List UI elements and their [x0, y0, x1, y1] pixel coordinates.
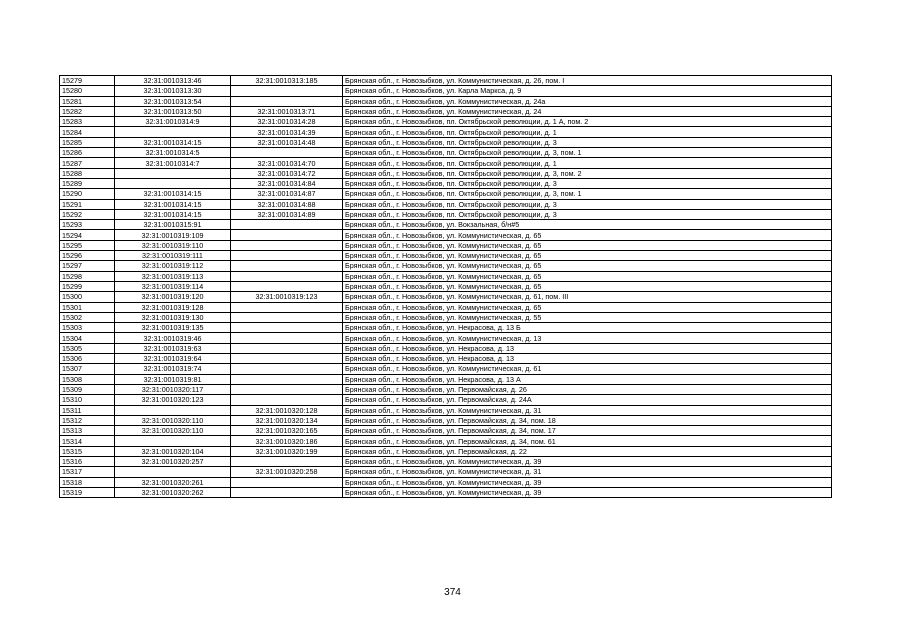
- parcel-number-cell: 32:31:0010315:91: [115, 220, 231, 230]
- parcel-number-cell: 32:31:0010314:15: [115, 189, 231, 199]
- address-cell: Брянская обл., г. Новозыбков, ул. Коммунистическая, д. 65: [343, 302, 832, 312]
- object-number-cell: 32:31:0010320:128: [231, 405, 343, 415]
- row-number-cell: 15297: [60, 261, 115, 271]
- table-row: [60, 86, 832, 96]
- table-row: [60, 261, 832, 271]
- address-cell: Брянская обл., г. Новозыбков, ул. Коммунистическая, д. 65: [343, 261, 832, 271]
- address-cell: Брянская обл., г. Новозыбков, ул. Коммунистическая, д. 24: [343, 106, 832, 116]
- table-row: [60, 220, 832, 230]
- object-number-cell: [231, 384, 343, 394]
- table-row: [60, 158, 832, 168]
- table-row: [60, 323, 832, 333]
- table-row: [60, 230, 832, 240]
- row-number-cell: 15289: [60, 178, 115, 188]
- address-cell: Брянская обл., г. Новозыбков, ул. Коммунистическая, д. 65: [343, 281, 832, 291]
- row-number-cell: 15315: [60, 446, 115, 456]
- table-row: [60, 354, 832, 364]
- table-row: [60, 395, 832, 405]
- object-number-cell: 32:31:0010314:48: [231, 137, 343, 147]
- address-cell: Брянская обл., г. Новозыбков, пл. Октябрьской революции, д. 3, пом. 1: [343, 189, 832, 199]
- address-cell: Брянская обл., г. Новозыбков, ул. Первомайская, д. 34, пом. 17: [343, 426, 832, 436]
- object-number-cell: [231, 487, 343, 497]
- address-cell: Брянская обл., г. Новозыбков, пл. Октябрьской революции, д. 3, пом. 2: [343, 168, 832, 178]
- parcel-number-cell: 32:31:0010320:257: [115, 456, 231, 466]
- object-number-cell: [231, 456, 343, 466]
- row-number-cell: 15299: [60, 281, 115, 291]
- parcel-number-cell: [115, 436, 231, 446]
- table-row: [60, 446, 832, 456]
- row-number-cell: 15283: [60, 117, 115, 127]
- object-number-cell: 32:31:0010320:134: [231, 415, 343, 425]
- table-row: [60, 415, 832, 425]
- parcel-number-cell: 32:31:0010320:262: [115, 487, 231, 497]
- row-number-cell: 15279: [60, 76, 115, 86]
- object-number-cell: 32:31:0010319:123: [231, 292, 343, 302]
- address-cell: Брянская обл., г. Новозыбков, пл. Октябрьской революции, д. 3: [343, 137, 832, 147]
- table-row: [60, 374, 832, 384]
- table-row: [60, 178, 832, 188]
- table-row: [60, 426, 832, 436]
- row-number-cell: 15286: [60, 148, 115, 158]
- object-number-cell: 32:31:0010314:84: [231, 178, 343, 188]
- object-number-cell: 32:31:0010314:72: [231, 168, 343, 178]
- row-number-cell: 15302: [60, 312, 115, 322]
- row-number-cell: 15314: [60, 436, 115, 446]
- object-number-cell: [231, 261, 343, 271]
- parcel-number-cell: 32:31:0010319:113: [115, 271, 231, 281]
- parcel-number-cell: 32:31:0010314:9: [115, 117, 231, 127]
- table-row: [60, 240, 832, 250]
- address-cell: Брянская обл., г. Новозыбков, ул. Коммунистическая, д. 61: [343, 364, 832, 374]
- table-row: [60, 271, 832, 281]
- table-row: [60, 251, 832, 261]
- row-number-cell: 15300: [60, 292, 115, 302]
- row-number-cell: 15305: [60, 343, 115, 353]
- registry-table-body: [60, 76, 832, 498]
- parcel-number-cell: 32:31:0010320:110: [115, 426, 231, 436]
- object-number-cell: 32:31:0010314:87: [231, 189, 343, 199]
- object-number-cell: 32:31:0010314:28: [231, 117, 343, 127]
- object-number-cell: [231, 96, 343, 106]
- row-number-cell: 15285: [60, 137, 115, 147]
- table-row: [60, 76, 832, 86]
- table-row: [60, 199, 832, 209]
- row-number-cell: 15312: [60, 415, 115, 425]
- address-cell: Брянская обл., г. Новозыбков, ул. Первомайская, д. 34, пом. 61: [343, 436, 832, 446]
- table-row: [60, 333, 832, 343]
- parcel-number-cell: 32:31:0010319:109: [115, 230, 231, 240]
- object-number-cell: [231, 240, 343, 250]
- row-number-cell: 15317: [60, 467, 115, 477]
- row-number-cell: 15307: [60, 364, 115, 374]
- table-row: [60, 106, 832, 116]
- row-number-cell: 15290: [60, 189, 115, 199]
- parcel-number-cell: [115, 405, 231, 415]
- parcel-number-cell: [115, 168, 231, 178]
- address-cell: Брянская обл., г. Новозыбков, ул. Коммунистическая, д. 65: [343, 251, 832, 261]
- row-number-cell: 15282: [60, 106, 115, 116]
- object-number-cell: [231, 312, 343, 322]
- table-row: [60, 168, 832, 178]
- table-row: [60, 137, 832, 147]
- object-number-cell: [231, 148, 343, 158]
- row-number-cell: 15298: [60, 271, 115, 281]
- object-number-cell: 32:31:0010313:71: [231, 106, 343, 116]
- parcel-number-cell: 32:31:0010314:15: [115, 137, 231, 147]
- registry-table: [59, 75, 832, 498]
- address-cell: Брянская обл., г. Новозыбков, ул. Первомайская, д. 34, пом. 18: [343, 415, 832, 425]
- row-number-cell: 15280: [60, 86, 115, 96]
- object-number-cell: [231, 281, 343, 291]
- object-number-cell: [231, 302, 343, 312]
- address-cell: Брянская обл., г. Новозыбков, ул. Коммунистическая, д. 39: [343, 456, 832, 466]
- parcel-number-cell: 32:31:0010319:130: [115, 312, 231, 322]
- row-number-cell: 15313: [60, 426, 115, 436]
- parcel-number-cell: 32:31:0010319:128: [115, 302, 231, 312]
- parcel-number-cell: 32:31:0010320:117: [115, 384, 231, 394]
- row-number-cell: 15288: [60, 168, 115, 178]
- row-number-cell: 15284: [60, 127, 115, 137]
- object-number-cell: 32:31:0010320:199: [231, 446, 343, 456]
- address-cell: Брянская обл., г. Новозыбков, ул. Карла Маркса, д. 9: [343, 86, 832, 96]
- address-cell: Брянская обл., г. Новозыбков, ул. Некрасова, д. 13: [343, 343, 832, 353]
- parcel-number-cell: 32:31:0010319:120: [115, 292, 231, 302]
- parcel-number-cell: [115, 178, 231, 188]
- address-cell: Брянская обл., г. Новозыбков, ул. Коммунистическая, д. 55: [343, 312, 832, 322]
- parcel-number-cell: 32:31:0010319:114: [115, 281, 231, 291]
- object-number-cell: [231, 333, 343, 343]
- row-number-cell: 15292: [60, 209, 115, 219]
- table-row: [60, 281, 832, 291]
- object-number-cell: [231, 364, 343, 374]
- parcel-number-cell: 32:31:0010319:135: [115, 323, 231, 333]
- row-number-cell: 15293: [60, 220, 115, 230]
- address-cell: Брянская обл., г. Новозыбков, ул. Коммунистическая, д. 65: [343, 230, 832, 240]
- table-row: [60, 456, 832, 466]
- table-row: [60, 405, 832, 415]
- object-number-cell: [231, 395, 343, 405]
- address-cell: Брянская обл., г. Новозыбков, ул. Вокзальная, б/н#5: [343, 220, 832, 230]
- object-number-cell: [231, 354, 343, 364]
- parcel-number-cell: 32:31:0010319:112: [115, 261, 231, 271]
- object-number-cell: [231, 86, 343, 96]
- parcel-number-cell: 32:31:0010314:7: [115, 158, 231, 168]
- address-cell: Брянская обл., г. Новозыбков, ул. Коммунистическая, д. 31: [343, 467, 832, 477]
- object-number-cell: [231, 230, 343, 240]
- object-number-cell: 32:31:0010314:70: [231, 158, 343, 168]
- table-row: [60, 127, 832, 137]
- object-number-cell: [231, 343, 343, 353]
- address-cell: Брянская обл., г. Новозыбков, пл. Октябрьской революции, д. 1: [343, 158, 832, 168]
- object-number-cell: [231, 374, 343, 384]
- parcel-number-cell: 32:31:0010313:50: [115, 106, 231, 116]
- table-row: [60, 343, 832, 353]
- row-number-cell: 15296: [60, 251, 115, 261]
- object-number-cell: [231, 220, 343, 230]
- table-row: [60, 477, 832, 487]
- row-number-cell: 15294: [60, 230, 115, 240]
- address-cell: Брянская обл., г. Новозыбков, ул. Коммунистическая, д. 31: [343, 405, 832, 415]
- row-number-cell: 15309: [60, 384, 115, 394]
- address-cell: Брянская обл., г. Новозыбков, ул. Коммунистическая, д. 39: [343, 487, 832, 497]
- address-cell: Брянская обл., г. Новозыбков, ул. Коммунистическая, д. 26, пом. I: [343, 76, 832, 86]
- row-number-cell: 15303: [60, 323, 115, 333]
- address-cell: Брянская обл., г. Новозыбков, пл. Октябрьской революции, д. 1 А, пом. 2: [343, 117, 832, 127]
- row-number-cell: 15281: [60, 96, 115, 106]
- parcel-number-cell: [115, 127, 231, 137]
- address-cell: Брянская обл., г. Новозыбков, ул. Первомайская, д. 24А: [343, 395, 832, 405]
- address-cell: Брянская обл., г. Новозыбков, ул. Коммунистическая, д. 61, пом. III: [343, 292, 832, 302]
- row-number-cell: 15308: [60, 374, 115, 384]
- parcel-number-cell: 32:31:0010313:46: [115, 76, 231, 86]
- parcel-number-cell: 32:31:0010320:104: [115, 446, 231, 456]
- object-number-cell: [231, 251, 343, 261]
- object-number-cell: 32:31:0010320:165: [231, 426, 343, 436]
- row-number-cell: 15301: [60, 302, 115, 312]
- object-number-cell: 32:31:0010314:88: [231, 199, 343, 209]
- table-row: [60, 467, 832, 477]
- row-number-cell: 15311: [60, 405, 115, 415]
- row-number-cell: 15319: [60, 487, 115, 497]
- row-number-cell: 15287: [60, 158, 115, 168]
- address-cell: Брянская обл., г. Новозыбков, ул. Некрасова, д. 13 А: [343, 374, 832, 384]
- row-number-cell: 15306: [60, 354, 115, 364]
- parcel-number-cell: 32:31:0010314:5: [115, 148, 231, 158]
- address-cell: Брянская обл., г. Новозыбков, пл. Октябрьской революции, д. 3: [343, 199, 832, 209]
- object-number-cell: [231, 323, 343, 333]
- table-row: [60, 487, 832, 497]
- address-cell: Брянская обл., г. Новозыбков, ул. Коммунистическая, д. 39: [343, 477, 832, 487]
- parcel-number-cell: 32:31:0010319:46: [115, 333, 231, 343]
- address-cell: Брянская обл., г. Новозыбков, ул. Первомайская, д. 22: [343, 446, 832, 456]
- address-cell: Брянская обл., г. Новозыбков, пл. Октябрьской революции, д. 3: [343, 209, 832, 219]
- parcel-number-cell: 32:31:0010319:74: [115, 364, 231, 374]
- table-row: [60, 96, 832, 106]
- parcel-number-cell: 32:31:0010319:111: [115, 251, 231, 261]
- parcel-number-cell: 32:31:0010320:110: [115, 415, 231, 425]
- row-number-cell: 15318: [60, 477, 115, 487]
- address-cell: Брянская обл., г. Новозыбков, пл. Октябрьской революции, д. 3, пом. 1: [343, 148, 832, 158]
- row-number-cell: 15310: [60, 395, 115, 405]
- table-row: [60, 364, 832, 374]
- parcel-number-cell: 32:31:0010319:63: [115, 343, 231, 353]
- row-number-cell: 15304: [60, 333, 115, 343]
- object-number-cell: 32:31:0010320:258: [231, 467, 343, 477]
- parcel-number-cell: 32:31:0010320:123: [115, 395, 231, 405]
- parcel-number-cell: 32:31:0010319:81: [115, 374, 231, 384]
- address-cell: Брянская обл., г. Новозыбков, ул. Первомайская, д. 26: [343, 384, 832, 394]
- object-number-cell: 32:31:0010320:186: [231, 436, 343, 446]
- table-row: [60, 209, 832, 219]
- table-row: [60, 117, 832, 127]
- row-number-cell: 15295: [60, 240, 115, 250]
- address-cell: Брянская обл., г. Новозыбков, ул. Коммунистическая, д. 24а: [343, 96, 832, 106]
- parcel-number-cell: 32:31:0010313:30: [115, 86, 231, 96]
- address-cell: Брянская обл., г. Новозыбков, ул. Коммунистическая, д. 65: [343, 271, 832, 281]
- address-cell: Брянская обл., г. Новозыбков, ул. Некрасова, д. 13 Б: [343, 323, 832, 333]
- table-row: [60, 384, 832, 394]
- address-cell: Брянская обл., г. Новозыбков, пл. Октябрьской революции, д. 1: [343, 127, 832, 137]
- parcel-number-cell: 32:31:0010319:64: [115, 354, 231, 364]
- parcel-number-cell: 32:31:0010313:54: [115, 96, 231, 106]
- parcel-number-cell: 32:31:0010314:15: [115, 209, 231, 219]
- address-cell: Брянская обл., г. Новозыбков, пл. Октябрьской революции, д. 3: [343, 178, 832, 188]
- table-row: [60, 189, 832, 199]
- parcel-number-cell: 32:31:0010314:15: [115, 199, 231, 209]
- table-row: [60, 148, 832, 158]
- table-row: [60, 292, 832, 302]
- object-number-cell: [231, 271, 343, 281]
- object-number-cell: 32:31:0010314:89: [231, 209, 343, 219]
- address-cell: Брянская обл., г. Новозыбков, ул. Коммунистическая, д. 65: [343, 240, 832, 250]
- parcel-number-cell: 32:31:0010320:261: [115, 477, 231, 487]
- table-row: [60, 436, 832, 446]
- object-number-cell: 32:31:0010314:39: [231, 127, 343, 137]
- object-number-cell: [231, 477, 343, 487]
- row-number-cell: 15291: [60, 199, 115, 209]
- table-row: [60, 302, 832, 312]
- table-row: [60, 312, 832, 322]
- address-cell: Брянская обл., г. Новозыбков, ул. Некрасова, д. 13: [343, 354, 832, 364]
- row-number-cell: 15316: [60, 456, 115, 466]
- address-cell: Брянская обл., г. Новозыбков, ул. Коммунистическая, д. 13: [343, 333, 832, 343]
- object-number-cell: 32:31:0010313:185: [231, 76, 343, 86]
- parcel-number-cell: [115, 467, 231, 477]
- page-number: 374: [444, 587, 461, 598]
- parcel-number-cell: 32:31:0010319:110: [115, 240, 231, 250]
